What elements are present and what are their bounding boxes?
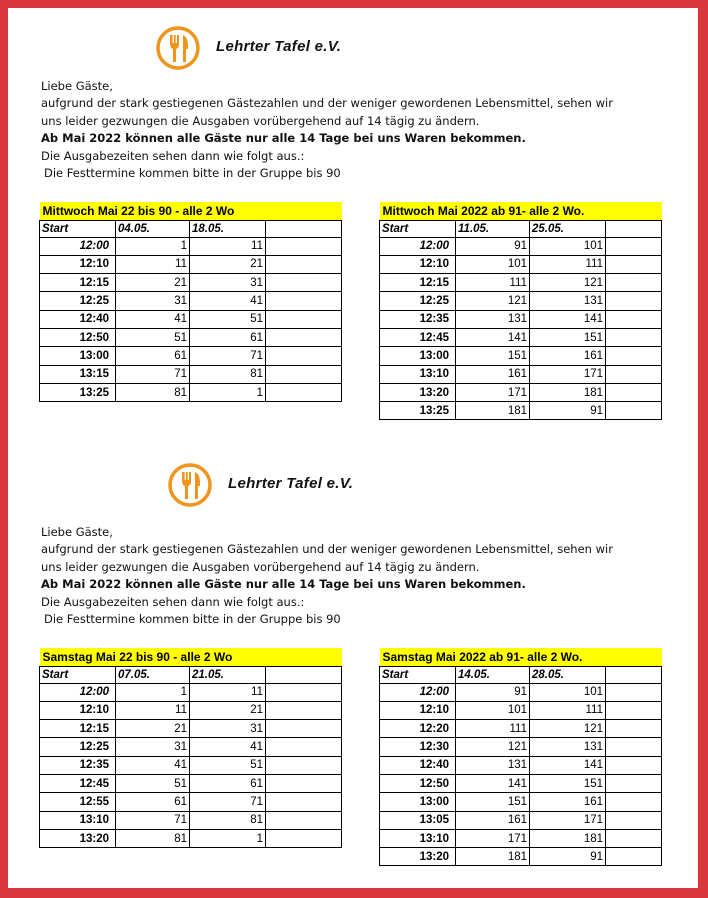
table-title: Samstag Mai 2022 ab 91- alle 2 Wo. xyxy=(380,648,662,666)
table-row xyxy=(380,310,662,328)
start-time-cell: 12:10 xyxy=(380,701,456,719)
empty-cell xyxy=(266,738,342,756)
empty-cell xyxy=(266,237,342,255)
table-row xyxy=(40,255,342,273)
start-time-cell: 12:45 xyxy=(380,328,456,346)
table-title: Samstag Mai 22 bis 90 - alle 2 Wo xyxy=(40,648,342,666)
column-header: Start xyxy=(40,220,116,237)
empty-cell xyxy=(266,829,342,847)
guest-number-cell: 21 xyxy=(116,274,190,292)
guest-number-cell: 41 xyxy=(116,310,190,328)
guest-number-cell: 171 xyxy=(456,383,530,401)
guest-number-cell: 21 xyxy=(190,701,266,719)
page xyxy=(8,8,698,888)
start-time-cell: 12:00 xyxy=(40,683,116,701)
intro-text-2 xyxy=(41,524,661,628)
table-row xyxy=(380,402,662,420)
table-row xyxy=(380,829,662,847)
start-time-cell: 12:50 xyxy=(40,328,116,346)
table-row xyxy=(380,793,662,811)
guest-number-cell: 131 xyxy=(456,310,530,328)
guest-number-cell: 41 xyxy=(190,292,266,310)
empty-cell xyxy=(266,811,342,829)
table-row xyxy=(380,683,662,701)
intro-line-bold: Ab Mai 2022 können alle Gäste nur alle 14 Tage bei uns Waren bekommen. xyxy=(41,131,526,146)
guest-number-cell: 131 xyxy=(530,292,606,310)
header-title: Lehrter Tafel e.V. xyxy=(216,38,342,55)
empty-cell xyxy=(266,720,342,738)
table-row xyxy=(40,347,342,365)
empty-cell xyxy=(606,720,662,738)
guest-number-cell: 81 xyxy=(116,829,190,847)
guest-number-cell: 171 xyxy=(530,365,606,383)
guest-number-cell: 11 xyxy=(116,701,190,719)
column-header: 14.05. xyxy=(456,666,530,683)
guest-number-cell: 1 xyxy=(190,829,266,847)
table-row xyxy=(40,365,342,383)
guest-number-cell: 111 xyxy=(530,701,606,719)
empty-cell xyxy=(606,292,662,310)
empty-cell xyxy=(606,756,662,774)
table-row xyxy=(380,255,662,273)
guest-number-cell: 1 xyxy=(116,237,190,255)
guest-number-cell: 141 xyxy=(530,310,606,328)
column-header: Start xyxy=(380,220,456,237)
table-row xyxy=(40,829,342,847)
guest-number-cell: 71 xyxy=(116,811,190,829)
start-time-cell: 13:10 xyxy=(380,829,456,847)
column-header: Start xyxy=(40,666,116,683)
start-time-cell: 12:55 xyxy=(40,793,116,811)
empty-cell xyxy=(266,383,342,401)
start-time-cell: 12:00 xyxy=(380,683,456,701)
table-row xyxy=(40,701,342,719)
intro-line: uns leider gezwungen die Ausgaben vorübergehend auf 14 tägig zu ändern. xyxy=(41,113,480,128)
guest-number-cell: 151 xyxy=(456,793,530,811)
guest-number-cell: 71 xyxy=(190,347,266,365)
start-time-cell: 12:25 xyxy=(380,292,456,310)
guest-number-cell: 41 xyxy=(190,738,266,756)
empty-cell xyxy=(266,310,342,328)
table-row xyxy=(40,274,342,292)
empty-cell xyxy=(266,347,342,365)
start-time-cell: 12:10 xyxy=(40,701,116,719)
empty-cell xyxy=(266,365,342,383)
start-time-cell: 13:00 xyxy=(380,347,456,365)
guest-number-cell: 71 xyxy=(190,793,266,811)
table-title-row xyxy=(40,202,342,220)
table-row xyxy=(40,237,342,255)
guest-number-cell: 121 xyxy=(456,738,530,756)
intro-line: Die Festtermine kommen bitte in der Gruppe bis 90 xyxy=(44,612,341,627)
empty-cell xyxy=(606,738,662,756)
guest-number-cell: 71 xyxy=(116,365,190,383)
intro-line: aufgrund der stark gestiegenen Gästezahlen und der weniger gewordenen Lebensmittel, sehen wir xyxy=(41,542,613,557)
empty-cell xyxy=(606,683,662,701)
guest-number-cell: 81 xyxy=(190,365,266,383)
table-title: Mittwoch Mai 2022 ab 91- alle 2 Wo. xyxy=(380,202,662,220)
column-header xyxy=(266,220,342,237)
guest-number-cell: 101 xyxy=(456,255,530,273)
guest-number-cell: 61 xyxy=(116,347,190,365)
guest-number-cell: 121 xyxy=(530,274,606,292)
table-row xyxy=(380,701,662,719)
schedule-table xyxy=(379,648,662,866)
guest-number-cell: 171 xyxy=(456,829,530,847)
guest-number-cell: 181 xyxy=(456,848,530,866)
column-header xyxy=(606,220,662,237)
column-header: 28.05. xyxy=(530,666,606,683)
table-row xyxy=(380,383,662,401)
guest-number-cell: 161 xyxy=(530,347,606,365)
guest-number-cell: 81 xyxy=(190,811,266,829)
guest-number-cell: 111 xyxy=(530,255,606,273)
column-header xyxy=(606,666,662,683)
guest-number-cell: 41 xyxy=(116,756,190,774)
empty-cell xyxy=(266,274,342,292)
start-time-cell: 13:00 xyxy=(380,793,456,811)
intro-line: aufgrund der stark gestiegenen Gästezahlen und der weniger gewordenen Lebensmittel, sehen wir xyxy=(41,96,613,111)
schedule-table xyxy=(379,202,662,420)
empty-cell xyxy=(606,237,662,255)
guest-number-cell: 91 xyxy=(456,237,530,255)
cutlery-logo-icon xyxy=(156,26,200,70)
empty-cell xyxy=(606,402,662,420)
intro-line: Liebe Gäste, xyxy=(41,79,113,93)
schedule-table xyxy=(39,648,342,848)
empty-cell xyxy=(266,328,342,346)
table-title-row xyxy=(380,648,662,666)
column-header: 18.05. xyxy=(190,220,266,237)
guest-number-cell: 121 xyxy=(530,720,606,738)
start-time-cell: 12:25 xyxy=(40,292,116,310)
start-time-cell: 12:00 xyxy=(380,237,456,255)
guest-number-cell: 61 xyxy=(190,328,266,346)
guest-number-cell: 181 xyxy=(456,402,530,420)
guest-number-cell: 91 xyxy=(530,402,606,420)
start-time-cell: 12:20 xyxy=(380,720,456,738)
cutlery-logo-icon xyxy=(168,463,212,507)
table-row xyxy=(380,237,662,255)
empty-cell xyxy=(606,774,662,792)
table-row xyxy=(380,811,662,829)
header-2 xyxy=(168,463,488,509)
intro-line: Liebe Gäste, xyxy=(41,525,113,539)
table-title-row xyxy=(380,202,662,220)
table-row xyxy=(40,310,342,328)
empty-cell xyxy=(606,347,662,365)
guest-number-cell: 21 xyxy=(116,720,190,738)
guest-number-cell: 181 xyxy=(530,383,606,401)
guest-number-cell: 51 xyxy=(190,756,266,774)
guest-number-cell: 31 xyxy=(190,274,266,292)
table-title: Mittwoch Mai 22 bis 90 - alle 2 Wo xyxy=(40,202,342,220)
guest-number-cell: 21 xyxy=(190,255,266,273)
guest-number-cell: 1 xyxy=(190,383,266,401)
table-header-row xyxy=(380,666,662,683)
empty-cell xyxy=(266,756,342,774)
empty-cell xyxy=(606,793,662,811)
table-row xyxy=(40,793,342,811)
start-time-cell: 13:05 xyxy=(380,811,456,829)
column-header: Start xyxy=(380,666,456,683)
empty-cell xyxy=(266,292,342,310)
guest-number-cell: 111 xyxy=(456,274,530,292)
empty-cell xyxy=(606,848,662,866)
table-header-row xyxy=(40,220,342,237)
table-row xyxy=(40,383,342,401)
guest-number-cell: 31 xyxy=(116,292,190,310)
empty-cell xyxy=(266,683,342,701)
guest-number-cell: 11 xyxy=(190,683,266,701)
empty-cell xyxy=(606,310,662,328)
guest-number-cell: 11 xyxy=(116,255,190,273)
table-row xyxy=(40,738,342,756)
start-time-cell: 13:25 xyxy=(40,383,116,401)
guest-number-cell: 121 xyxy=(456,292,530,310)
schedule-table xyxy=(39,202,342,402)
guest-number-cell: 161 xyxy=(456,811,530,829)
guest-number-cell: 151 xyxy=(530,774,606,792)
guest-number-cell: 131 xyxy=(456,756,530,774)
table-row xyxy=(40,328,342,346)
table-row xyxy=(380,328,662,346)
start-time-cell: 12:35 xyxy=(40,756,116,774)
start-time-cell: 12:00 xyxy=(40,237,116,255)
intro-line: Die Festtermine kommen bitte in der Gruppe bis 90 xyxy=(44,166,341,181)
column-header: 11.05. xyxy=(456,220,530,237)
header-1 xyxy=(156,26,476,72)
empty-cell xyxy=(606,829,662,847)
empty-cell xyxy=(606,811,662,829)
intro-text-1 xyxy=(41,78,661,182)
table-row xyxy=(380,365,662,383)
table-row xyxy=(40,811,342,829)
guest-number-cell: 61 xyxy=(190,774,266,792)
start-time-cell: 13:10 xyxy=(40,811,116,829)
column-header: 07.05. xyxy=(116,666,190,683)
empty-cell xyxy=(266,255,342,273)
table-header-row xyxy=(40,666,342,683)
guest-number-cell: 101 xyxy=(530,237,606,255)
start-time-cell: 12:10 xyxy=(380,255,456,273)
guest-number-cell: 81 xyxy=(116,383,190,401)
empty-cell xyxy=(606,255,662,273)
guest-number-cell: 181 xyxy=(530,829,606,847)
table-row xyxy=(380,292,662,310)
start-time-cell: 12:30 xyxy=(380,738,456,756)
guest-number-cell: 11 xyxy=(190,237,266,255)
table-row xyxy=(380,774,662,792)
column-header xyxy=(266,666,342,683)
guest-number-cell: 141 xyxy=(456,774,530,792)
column-header: 04.05. xyxy=(116,220,190,237)
table-row xyxy=(380,756,662,774)
guest-number-cell: 31 xyxy=(190,720,266,738)
empty-cell xyxy=(606,328,662,346)
start-time-cell: 13:25 xyxy=(380,402,456,420)
start-time-cell: 13:15 xyxy=(40,365,116,383)
start-time-cell: 13:20 xyxy=(40,829,116,847)
intro-line-bold: Ab Mai 2022 können alle Gäste nur alle 14 Tage bei uns Waren bekommen. xyxy=(41,577,526,592)
table-row xyxy=(380,848,662,866)
table-header-row xyxy=(380,220,662,237)
start-time-cell: 12:15 xyxy=(380,274,456,292)
start-time-cell: 13:20 xyxy=(380,848,456,866)
intro-line: uns leider gezwungen die Ausgaben vorübergehend auf 14 tägig zu ändern. xyxy=(41,559,480,574)
table-row xyxy=(380,738,662,756)
guest-number-cell: 111 xyxy=(456,720,530,738)
guest-number-cell: 171 xyxy=(530,811,606,829)
start-time-cell: 13:00 xyxy=(40,347,116,365)
start-time-cell: 12:10 xyxy=(40,255,116,273)
guest-number-cell: 141 xyxy=(456,328,530,346)
empty-cell xyxy=(606,365,662,383)
empty-cell xyxy=(266,701,342,719)
header-title: Lehrter Tafel e.V. xyxy=(228,475,354,492)
table-row xyxy=(380,347,662,365)
guest-number-cell: 161 xyxy=(530,793,606,811)
start-time-cell: 12:40 xyxy=(40,310,116,328)
guest-number-cell: 51 xyxy=(116,328,190,346)
table-row xyxy=(380,274,662,292)
empty-cell xyxy=(606,383,662,401)
guest-number-cell: 151 xyxy=(456,347,530,365)
table-row xyxy=(40,774,342,792)
guest-number-cell: 101 xyxy=(456,701,530,719)
start-time-cell: 12:25 xyxy=(40,738,116,756)
guest-number-cell: 1 xyxy=(116,683,190,701)
intro-line: Die Ausgabezeiten sehen dann wie folgt aus.: xyxy=(41,148,305,163)
guest-number-cell: 91 xyxy=(456,683,530,701)
guest-number-cell: 51 xyxy=(116,774,190,792)
empty-cell xyxy=(266,793,342,811)
guest-number-cell: 61 xyxy=(116,793,190,811)
table-row xyxy=(40,720,342,738)
start-time-cell: 12:15 xyxy=(40,274,116,292)
table-row xyxy=(40,683,342,701)
start-time-cell: 13:20 xyxy=(380,383,456,401)
guest-number-cell: 31 xyxy=(116,738,190,756)
table-row xyxy=(40,756,342,774)
start-time-cell: 12:15 xyxy=(40,720,116,738)
column-header: 21.05. xyxy=(190,666,266,683)
guest-number-cell: 101 xyxy=(530,683,606,701)
table-title-row xyxy=(40,648,342,666)
table-row xyxy=(380,720,662,738)
empty-cell xyxy=(606,701,662,719)
intro-line: Die Ausgabezeiten sehen dann wie folgt aus.: xyxy=(41,594,305,609)
start-time-cell: 12:50 xyxy=(380,774,456,792)
start-time-cell: 12:35 xyxy=(380,310,456,328)
empty-cell xyxy=(266,774,342,792)
guest-number-cell: 141 xyxy=(530,756,606,774)
guest-number-cell: 91 xyxy=(530,848,606,866)
guest-number-cell: 51 xyxy=(190,310,266,328)
guest-number-cell: 131 xyxy=(530,738,606,756)
start-time-cell: 12:45 xyxy=(40,774,116,792)
guest-number-cell: 161 xyxy=(456,365,530,383)
guest-number-cell: 151 xyxy=(530,328,606,346)
start-time-cell: 13:10 xyxy=(380,365,456,383)
column-header: 25.05. xyxy=(530,220,606,237)
table-row xyxy=(40,292,342,310)
empty-cell xyxy=(606,274,662,292)
start-time-cell: 12:40 xyxy=(380,756,456,774)
